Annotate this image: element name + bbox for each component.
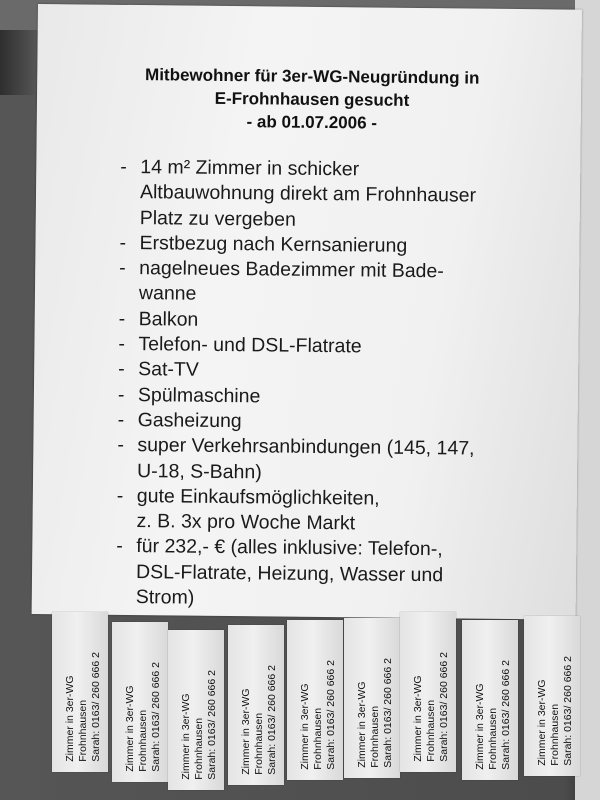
feature-line: - Sat-TV: [138, 358, 199, 382]
tab-text: [240, 665, 279, 775]
feature-line: Platz zu vergeben: [139, 206, 296, 231]
tab-line2: Frohnhausen: [549, 704, 561, 766]
feature-line: - Telefon- und DSL-Flatrate: [138, 333, 362, 358]
tab-text: [64, 652, 103, 762]
tear-off-tab[interactable]: [228, 625, 284, 785]
tab-line1: Zimmer in 3er-WG: [180, 693, 192, 780]
tear-off-tab[interactable]: [462, 620, 518, 780]
flyer-paper: [32, 4, 582, 620]
tab-line3: Sarah: 0163/ 260 666 2: [382, 658, 394, 768]
tear-off-tab[interactable]: [112, 622, 168, 782]
feature-line: - Gasheizung: [137, 409, 242, 433]
tab-line3: Sarah: 0163/ 260 666 2: [438, 652, 450, 762]
tab-line3: Sarah: 0163/ 260 666 2: [500, 660, 512, 770]
tab-line3: Sarah: 0163/ 260 666 2: [562, 656, 574, 766]
feature-list-item: [120, 155, 541, 235]
feature-line: - Spülmaschine: [137, 383, 261, 408]
tear-off-tab[interactable]: [52, 612, 108, 772]
feature-line: Altbauwohnung direkt am Frohnhauser: [139, 181, 477, 207]
feature-line: Strom): [135, 586, 195, 609]
tab-line1: Zimmer in 3er-WG: [412, 675, 424, 762]
feature-line: wanne: [138, 282, 197, 306]
tab-line2: Frohnhausen: [77, 700, 89, 762]
feature-list-item: [119, 256, 540, 311]
feature-line: - Balkon: [138, 307, 199, 331]
feature-list-item: [116, 484, 537, 539]
tab-text: [299, 660, 338, 770]
feature-line: - gute Einkaufsmöglichkeiten,: [136, 484, 380, 510]
tab-line2: Frohnhausen: [425, 700, 437, 762]
tab-line1: Zimmer in 3er-WG: [240, 688, 252, 775]
tab-line2: Frohnhausen: [312, 708, 324, 770]
tab-line1: Zimmer in 3er-WG: [64, 675, 76, 762]
title-line-1: Mitbewohner für 3er-WG-Neugründung in: [145, 65, 480, 88]
tab-line2: Frohnhausen: [369, 706, 381, 768]
tab-line2: Frohnhausen: [253, 713, 265, 775]
feature-line: - super Verkehrsanbindungen (145, 147,: [137, 434, 475, 460]
tear-off-tab[interactable]: [287, 620, 343, 780]
tab-text: [536, 656, 575, 766]
feature-line: U-18, S-Bahn): [137, 459, 262, 483]
title-line-3: - ab 01.07.2006 -: [246, 112, 378, 133]
tab-line1: Zimmer in 3er-WG: [124, 685, 136, 772]
tab-line2: Frohnhausen: [193, 718, 205, 780]
feature-list-item: [117, 433, 538, 488]
tab-line3: Sarah: 0163/ 260 666 2: [150, 662, 162, 772]
tab-text: [412, 652, 451, 762]
tab-line2: Frohnhausen: [487, 708, 499, 770]
tear-off-tab[interactable]: [524, 616, 580, 776]
tab-line1: Zimmer in 3er-WG: [536, 679, 548, 766]
tear-off-tab[interactable]: [168, 630, 224, 790]
feature-line: - nagelneues Badezimmer mit Bade-: [139, 257, 444, 283]
tab-line1: Zimmer in 3er-WG: [299, 683, 311, 770]
flyer-title: [67, 62, 558, 136]
feature-list: [116, 155, 541, 615]
tab-line3: Sarah: 0163/ 260 666 2: [206, 670, 218, 780]
title-line-2: E-Frohnhausen gesucht: [214, 88, 410, 110]
tab-line3: Sarah: 0163/ 260 666 2: [90, 652, 102, 762]
tab-line3: Sarah: 0163/ 260 666 2: [266, 665, 278, 775]
feature-line: z. B. 3x pro Woche Markt: [136, 510, 356, 535]
tab-line2: Frohnhausen: [137, 710, 149, 772]
tab-text: [356, 658, 395, 768]
feature-line: - Erstbezug nach Kernsanierung: [139, 231, 408, 257]
tear-off-tab[interactable]: [344, 618, 400, 778]
tab-text: [474, 660, 513, 770]
tab-line3: Sarah: 0163/ 260 666 2: [325, 660, 337, 770]
feature-line: - 14 m² Zimmer in schicker: [140, 156, 360, 181]
tab-line1: Zimmer in 3er-WG: [474, 683, 486, 770]
tab-text: [124, 662, 163, 772]
tear-off-tab[interactable]: [400, 612, 456, 772]
feature-line: DSL-Flatrate, Heizung, Wasser und: [135, 560, 444, 587]
tab-line1: Zimmer in 3er-WG: [356, 681, 368, 768]
tab-text: [180, 670, 219, 780]
feature-line: - für 232,- € (alles inklusive: Telefon-,: [136, 535, 443, 561]
tear-off-tabs: [0, 600, 600, 800]
